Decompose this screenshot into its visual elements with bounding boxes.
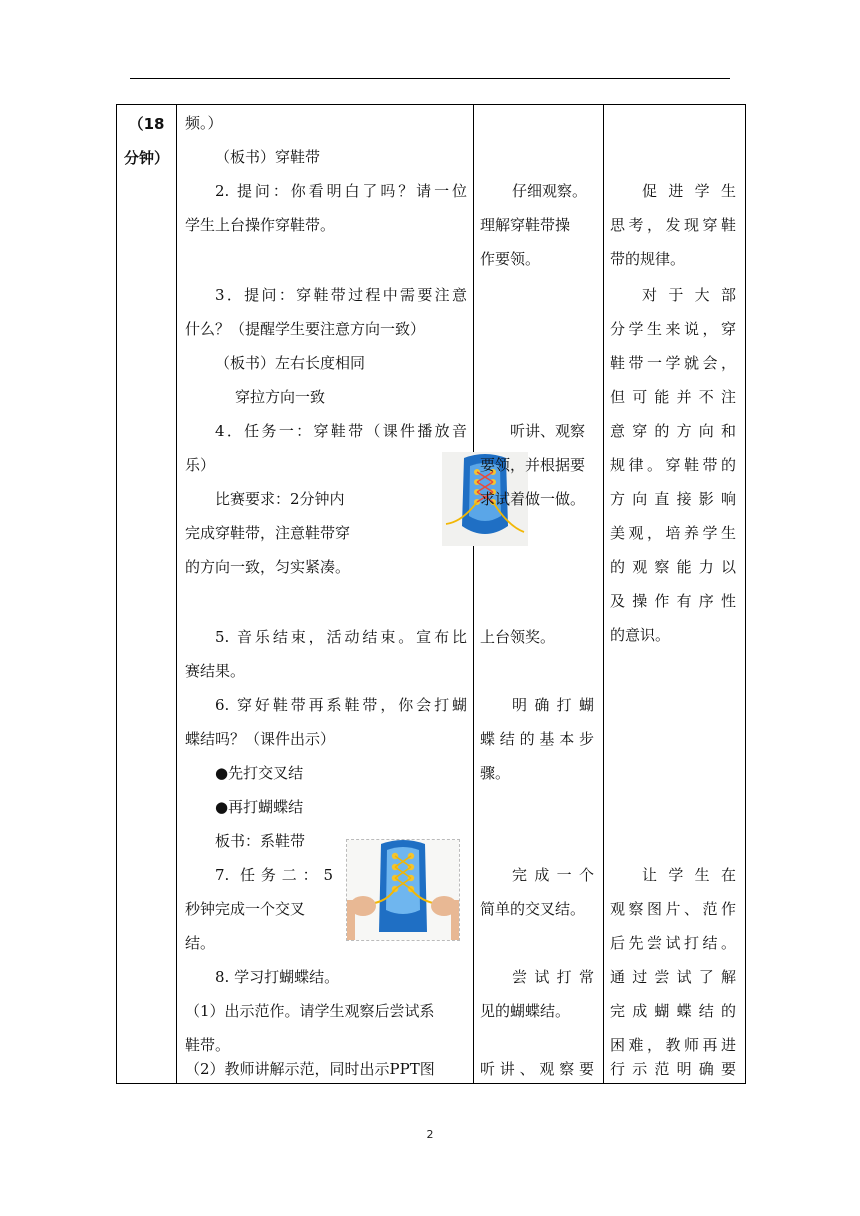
student-line: 明确打蝴 bbox=[512, 696, 594, 714]
student-line: 简单的交叉结。 bbox=[480, 900, 586, 918]
intent-line: 通过尝试了解 bbox=[610, 968, 736, 986]
lesson-table bbox=[116, 104, 746, 1084]
teacher-line: ●再打蝴蝶结 bbox=[215, 798, 304, 816]
time-cell bbox=[117, 105, 177, 1084]
teacher-activity-cell bbox=[177, 105, 474, 1084]
teacher-line: 赛结果。 bbox=[185, 662, 246, 680]
intent-line: 困难，教师再进 bbox=[610, 1036, 736, 1054]
student-line: 尝试打常 bbox=[512, 968, 594, 986]
header-rule bbox=[130, 78, 730, 79]
student-line: 听讲、观察 bbox=[510, 422, 586, 440]
intent-line: 方向直接影响 bbox=[610, 490, 736, 508]
intent-line: 对于大部 bbox=[642, 286, 736, 304]
intent-line: 思考，发现穿鞋 bbox=[610, 216, 736, 234]
intent-line: 促进学生 bbox=[642, 182, 736, 200]
student-activity-cell bbox=[474, 105, 604, 1084]
student-line: 仔细观察。 bbox=[512, 182, 588, 200]
teacher-line: 完成穿鞋带，注意鞋带穿 bbox=[185, 524, 351, 542]
table-row bbox=[117, 105, 746, 1084]
teacher-line: 的方向一致，匀实紧凑。 bbox=[185, 558, 351, 576]
intent-line: 完成蝴蝶结的 bbox=[610, 1002, 736, 1020]
teacher-line: 结。 bbox=[185, 934, 216, 952]
design-intent-cell bbox=[604, 105, 746, 1084]
teacher-line: 7. 任务二：5 bbox=[215, 866, 333, 884]
intent-line: 但可能并不注 bbox=[610, 388, 736, 406]
intent-line: 观察图片、范作 bbox=[610, 900, 736, 918]
student-line: 骤。 bbox=[480, 764, 511, 782]
intent-line: 分学生来说，穿 bbox=[610, 320, 736, 338]
cross-knot-graphic bbox=[347, 840, 459, 940]
student-line: 要领，并根据要 bbox=[480, 456, 586, 474]
time-label-line: 分钟） bbox=[123, 149, 169, 167]
teacher-line: 4．任务一：穿鞋带（课件播放音 bbox=[215, 422, 467, 440]
teacher-line: 2. 提问：你看明白了吗？请一位 bbox=[215, 182, 467, 200]
teacher-line: 秒钟完成一个交叉 bbox=[185, 900, 306, 918]
page-number: 2 bbox=[426, 1128, 434, 1141]
student-line: 见的蝴蝶结。 bbox=[480, 1002, 571, 1020]
student-line: 理解穿鞋带操 bbox=[480, 216, 571, 234]
student-line: 求试着做一做。 bbox=[480, 490, 586, 508]
intent-line: 意穿的方向和 bbox=[610, 422, 736, 440]
teacher-line: （板书）穿鞋带 bbox=[215, 148, 321, 166]
teacher-line: （1）出示范作。请学生观察后尝试系 bbox=[185, 1002, 435, 1020]
teacher-line: 板书：系鞋带 bbox=[215, 832, 306, 850]
teacher-line: 3．提问：穿鞋带过程中需要注意 bbox=[215, 286, 467, 304]
teacher-line: 蝶结吗？（课件出示） bbox=[185, 730, 336, 748]
teacher-line: 乐） bbox=[185, 456, 216, 474]
intent-line: 的意识。 bbox=[610, 626, 671, 644]
student-line: 蝶结的基本步 bbox=[480, 730, 594, 748]
intent-line: 的观察能力以 bbox=[610, 558, 736, 576]
teacher-line: 8. 学习打蝴蝶结。 bbox=[215, 968, 340, 986]
intent-line: 规律。穿鞋带的 bbox=[610, 456, 736, 474]
intent-line: 后先尝试打结。 bbox=[610, 934, 736, 952]
teacher-line: 鞋带。 bbox=[185, 1036, 231, 1054]
student-line: 作要领。 bbox=[480, 250, 541, 268]
intent-line: 鞋带一学就会， bbox=[610, 354, 736, 372]
teacher-line: （板书）左右长度相同 bbox=[215, 354, 366, 372]
student-line: 完成一个 bbox=[512, 866, 594, 884]
shoe-lacing-photo-2 bbox=[346, 839, 460, 941]
student-line: 听讲、观察要 bbox=[480, 1060, 594, 1078]
teacher-line: 5. 音乐结束，活动结束。宣布比 bbox=[215, 628, 467, 646]
intent-line: 让学生在 bbox=[642, 866, 736, 884]
teacher-line: 穿拉方向一致 bbox=[235, 388, 326, 406]
teacher-line: 频。） bbox=[185, 114, 223, 132]
teacher-line: （2）教师讲解示范，同时出示PPT图 bbox=[185, 1060, 435, 1078]
time-label-line: （18 bbox=[128, 115, 165, 133]
teacher-line: 学生上台操作穿鞋带。 bbox=[185, 216, 336, 234]
intent-line: 美观，培养学生 bbox=[610, 524, 736, 542]
intent-line: 行示范明确要 bbox=[610, 1060, 736, 1078]
teacher-line: 比赛要求：2分钟内 bbox=[215, 490, 345, 508]
intent-line: 带的规律。 bbox=[610, 250, 686, 268]
teacher-line: 6. 穿好鞋带再系鞋带，你会打蝴 bbox=[215, 696, 467, 714]
student-line: 上台领奖。 bbox=[480, 628, 556, 646]
teacher-line: ●先打交叉结 bbox=[215, 764, 304, 782]
intent-line: 及操作有序性 bbox=[610, 592, 736, 610]
teacher-line: 什么？（提醒学生要注意方向一致） bbox=[185, 320, 426, 338]
